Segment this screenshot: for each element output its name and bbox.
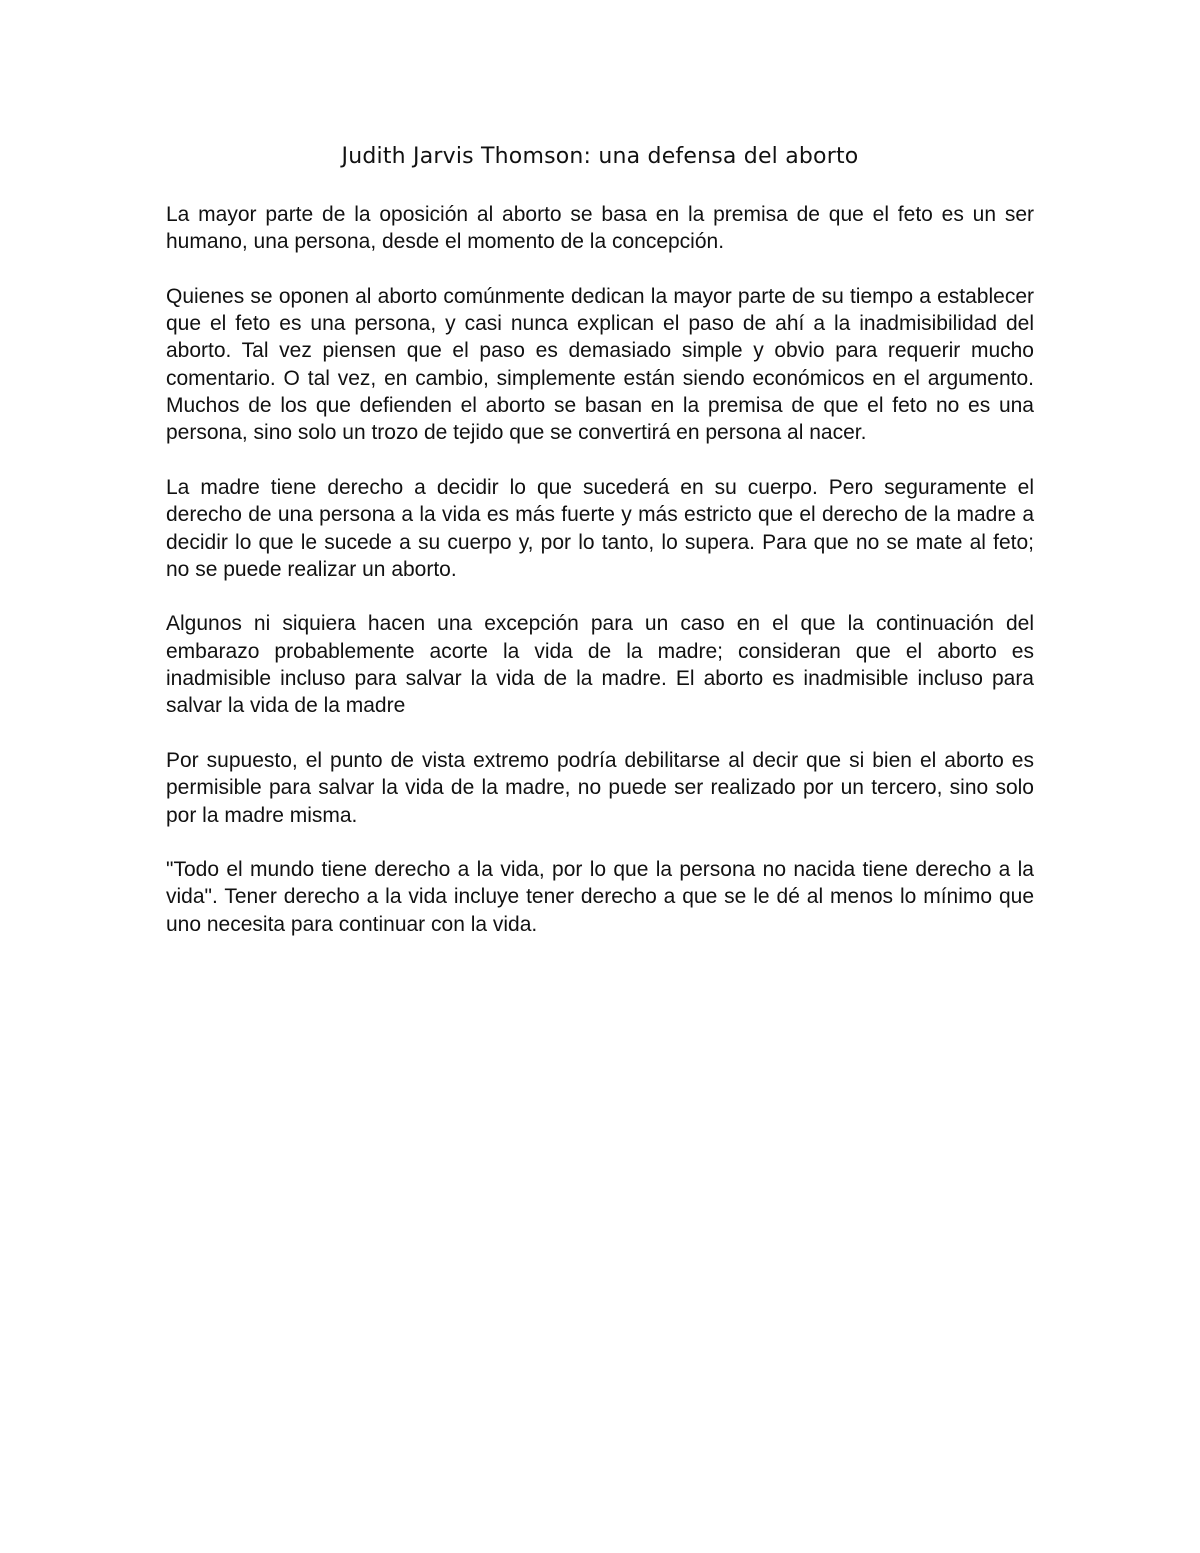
document-body: [166, 201, 1034, 938]
paragraph: Por supuesto, el punto de vista extremo podría debilitarse al decir que si bien el aborto es permisible para salvar la vida de la madre, no puede ser realizado por un tercero, sino solo por la madre misma.: [166, 748, 1034, 827]
paragraph: Quienes se oponen al aborto comúnmente dedican la mayor parte de su tiempo a establecer que el feto es una persona, y casi nunca explican el paso de ahí a la inadmisibilidad del aborto. Tal vez piensen que el paso es demasiado simple y obvio para requerir mucho comentario. O tal vez, en cambio, simplemente están siendo económicos en el argumento. Muchos de los que defienden el aborto se basan en la premisa de que el feto no es una persona, sino solo un trozo de tejido que se convertirá en persona al nacer.: [166, 284, 1034, 445]
document-title: Judith Jarvis Thomson: una defensa del aborto: [341, 144, 859, 169]
paragraph: Algunos ni siquiera hacen una excepción para un caso en el que la continuación del embarazo probablemente acorte la vida de la madre; consideran que el aborto es inadmisible incluso para salvar la vida de la madre. El aborto es inadmisible incluso para salvar la vida de la madre: [166, 612, 1034, 718]
paragraph: La mayor parte de la oposición al aborto se basa en la premisa de que el feto es un ser humano, una persona, desde el momento de la concepción.: [166, 203, 1034, 254]
paragraph: "Todo el mundo tiene derecho a la vida, por lo que la persona no nacida tiene derecho a la vida". Tener derecho a la vida incluye tener derecho a que se le dé al menos lo mínimo que uno necesita para continuar con la vida.: [166, 858, 1034, 936]
paragraph: La madre tiene derecho a decidir lo que sucederá en su cuerpo. Pero seguramente el derecho de una persona a la vida es más fuerte y más estricto que el derecho de la madre a decidir lo que le sucede a su cuerpo y, por lo tanto, lo supera. Para que no se mate al feto; no se puede realizar un aborto.: [166, 475, 1034, 581]
